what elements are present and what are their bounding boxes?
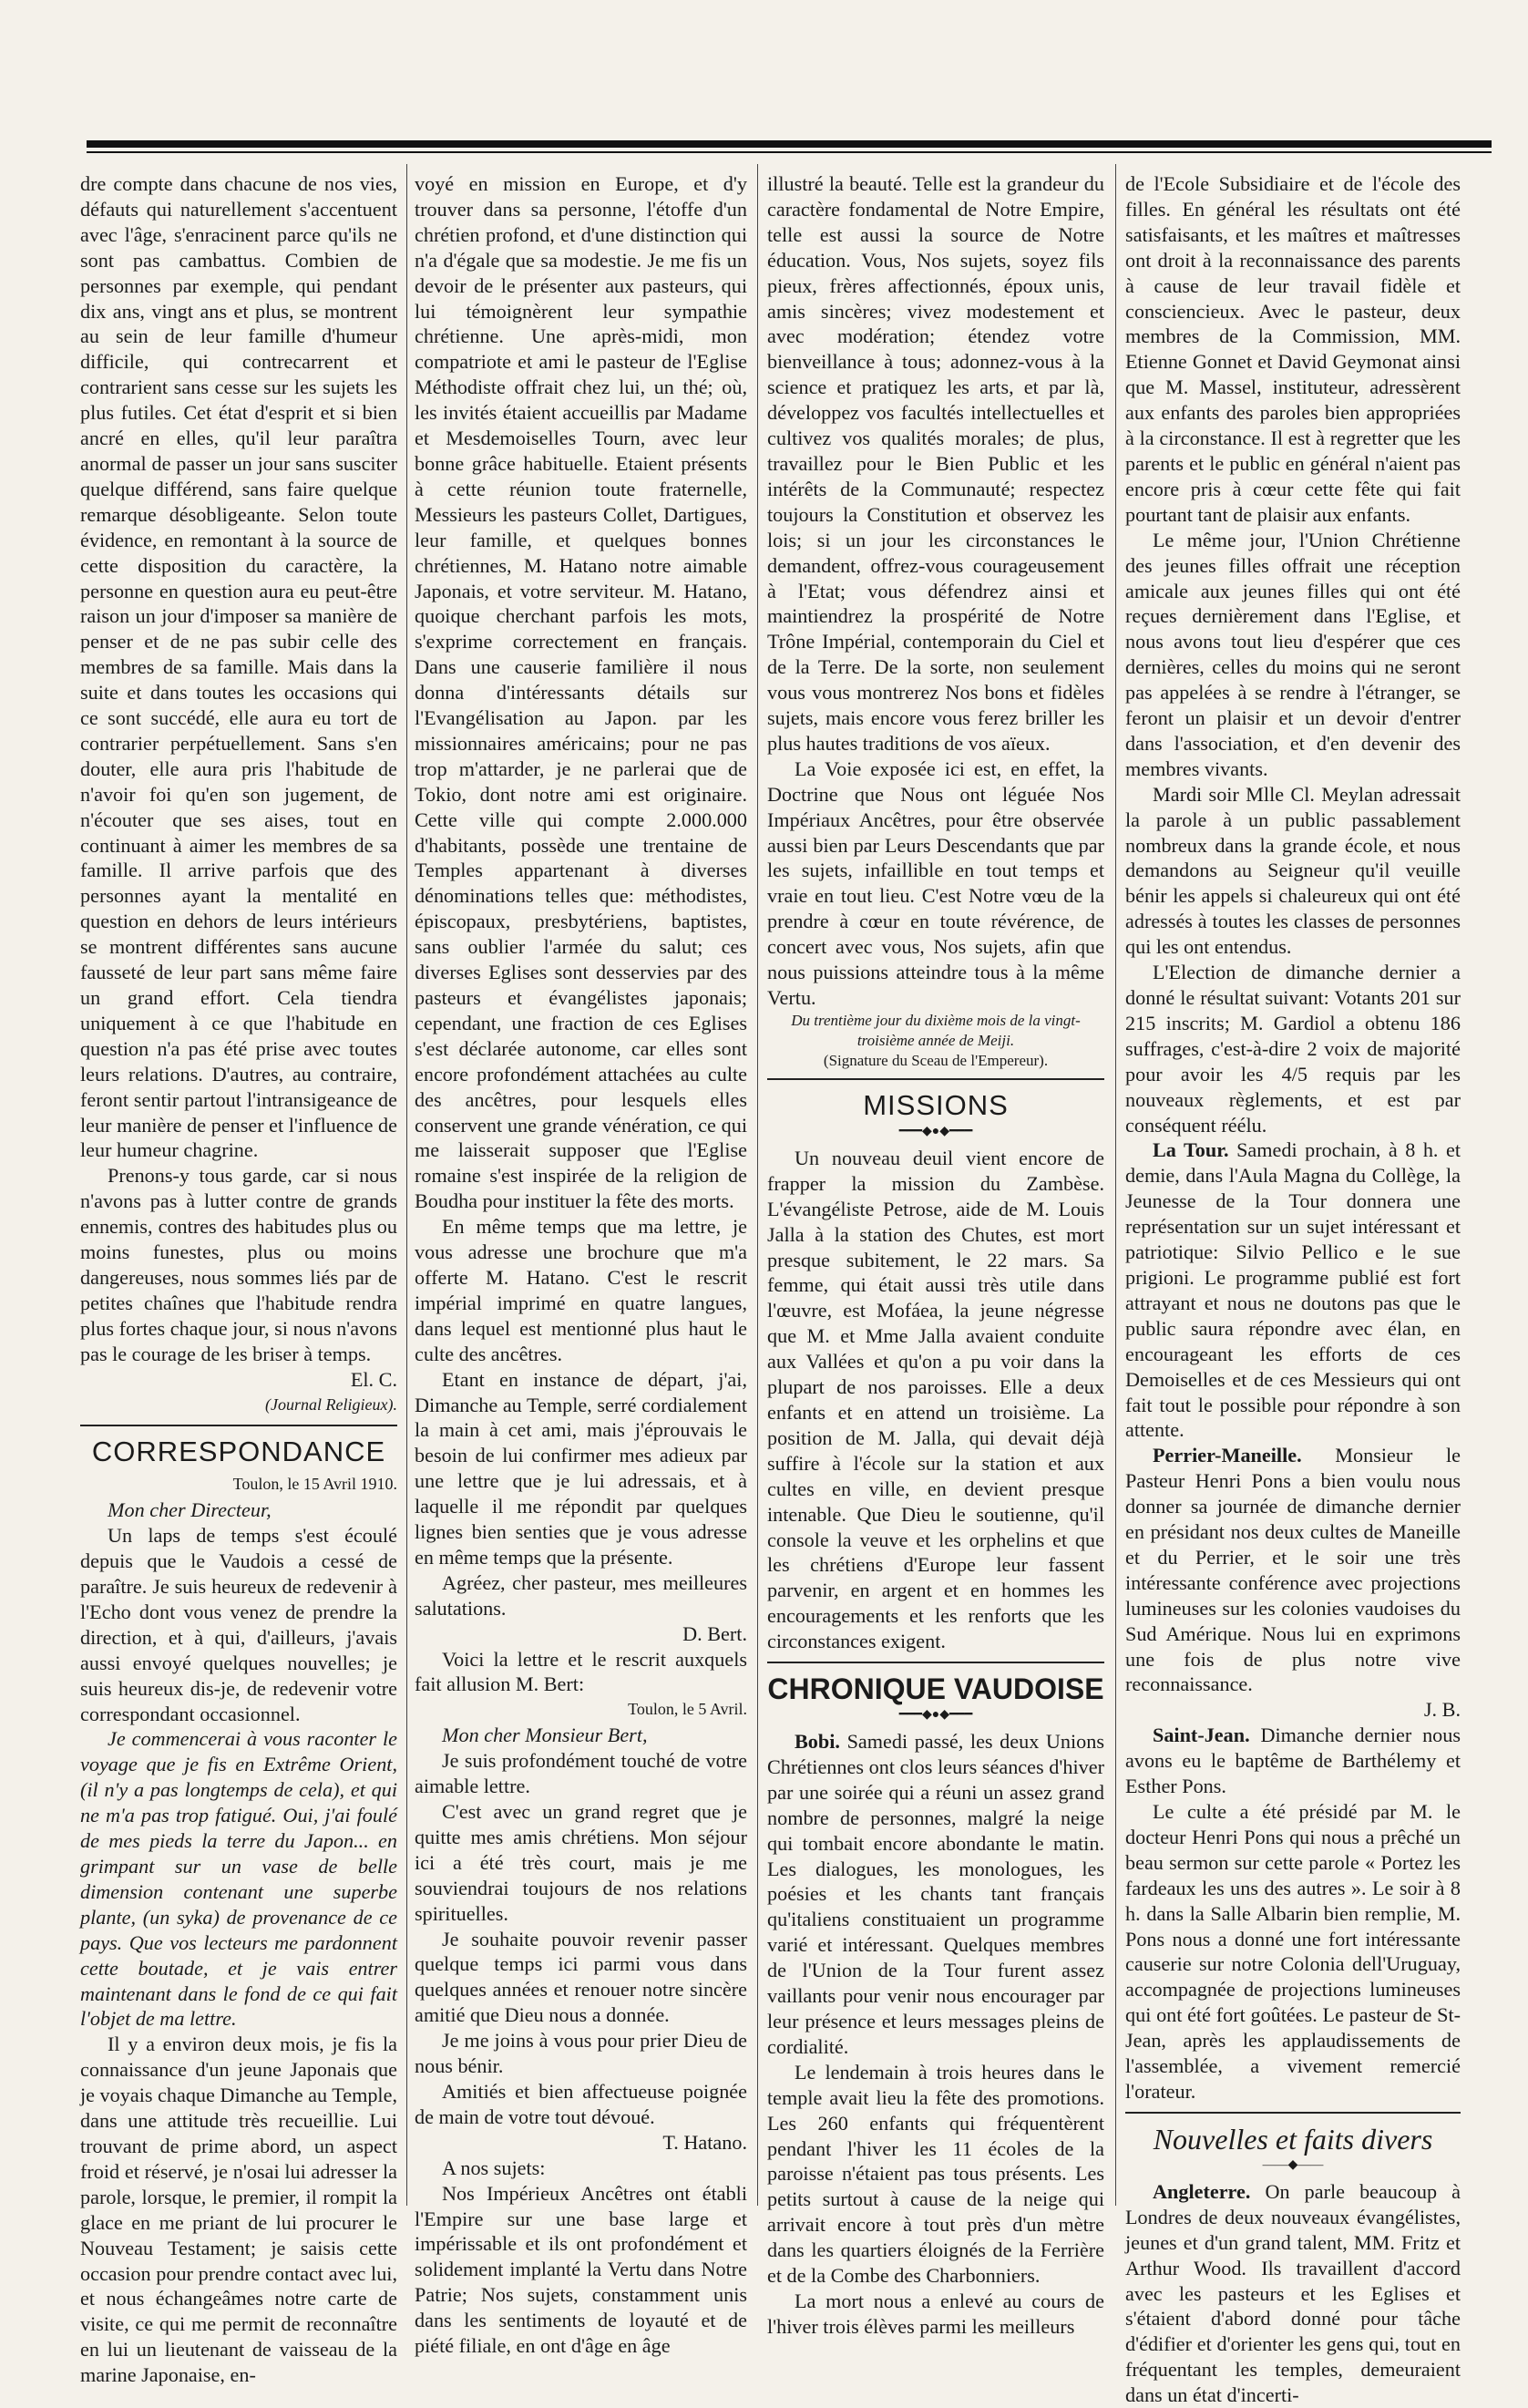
column-divider — [757, 164, 758, 2206]
rescript-continuation: illustré la beauté. Telle est la grandeur du caractère fondamental de Notre Empire, telle est aussi la source de Notre éducation. Vous, Nos sujets, soyez fils pieux, frères affectionnés, époux unis, amis sincères; vivez modestement et avec modération; étendez votre bienveillance à tous; adonnez-vous à la science et pratiquez les arts, et par là, développez vos facultés intellectuelles et cultivez vos qualités morales; de plus, travaillez pour le Bien Public et les intérêts de la Communauté; respectez toujours la Constitution et observez les lois; si un jour les circonstances le demandent, offrez-vous courageusement à l'Etat; vous défendrez ainsi et maintiendrez la prospérité de Notre Trône Impérial, contemporain du Ciel et de la Terre. De la sorte, non seulement vous vous montrerez Nos bons et fidèles sujets, mais encore vous ferez briller les plus hautes traditions de vos aïeux. — [767, 172, 1104, 755]
paragraph-lead: La Tour. — [1153, 1138, 1229, 1162]
section-rule — [80, 1425, 397, 1426]
paragraph-lead: Angleterre. — [1153, 2179, 1251, 2203]
letter-paragraph: Etant en instance de départ, j'ai, Dimanche au Temple, serré cordialement la main à cet ami, mais j'éprouvais le besoin de lui confirmer mes adieux par une lettre que je lui adressais, et à laquelle il me répondit par quelques lignes bien senties que je vous adresse en même temps que la présente. — [415, 1367, 747, 1569]
letter-paragraph: C'est avec un grand regret que je quitte mes amis chrétiens. Mon séjour ici a été très court, mais je me souviendrai toujours de nos relations spirituelles. — [415, 1800, 747, 1925]
article-signature: El. C. — [350, 1367, 397, 1391]
column-divider — [406, 164, 407, 2206]
chronique-continuation: de l'Ecole Subsidiaire et de l'école des filles. En général les résultats ont été satisfaisants, et les maîtres et maîtresses ont droit à la reconnaissance des parents à cause de leur travail fidèle et consciencieux. Avec le pasteur, deux membres de la Commission, MM. Etienne Gonnet et David Geymonat ainsi que M. Massel, instituteur, adressèrent aux enfants des paroles bien appropriées à la circonstance. Il est à regretter que les parents et le public en général n'aient pas encore pris à cœur cette fête qui fait pourtant tant de plaisir aux enfants. — [1125, 172, 1461, 526]
chronique-paragraph: L'Election de dimanche dernier a donné le résultat suivant: Votants 201 sur 215 inscrits; M. Gardiol a obtenu 186 suffrages, c'est-à-dire 2 voix de majorité pour avoir les 4/5 requis par les nouveaux règlements, et est par conséquent réélu. — [1125, 961, 1461, 1137]
nouvelles-paragraph: On parle beaucoup à Londres de deux nouveaux évangélistes, jeunes et d'un grand talent, MM. Fritz et Arthur Wood. Ils travaillent d'accord avec les pasteurs et les Eglises et s'étaient d'abord donné pour tâche d'édifier et d'orienter les gens qui, tout en fréquentant les temples, demeuraient dans un état d'incerti- — [1125, 2179, 1461, 2407]
letter-signature: D. Bert. — [682, 1621, 747, 1645]
letter-paragraph: Je me joins à vous pour prier Dieu de nous bénir. — [415, 2029, 747, 2078]
section-rule — [1125, 2112, 1461, 2114]
paragraph-lead: Bobi. — [795, 1730, 840, 1754]
chronique-paragraph: Samedi prochain, à 8 h. et demie, dans l'Aula Magna du Collège, la Jeunesse de la Tour donnera une représentation sur un sujet intéressant et patriotique: Silvio Pellico e le sue prigioni. Le programme publié est fort attrayant et nous ne doutons pas que le public saura répondre avec élan, en encourageant les efforts de ces Demoiselles et de ces Messieurs qui ont fait tout le possible pour répondre à son attente. — [1125, 1138, 1461, 1442]
ornament-divider: ——◆—— — [1262, 2157, 1324, 2172]
section-title-chronique: CHRONIQUE VAUDOISE — [767, 1672, 1104, 1706]
column-1 — [80, 171, 397, 2387]
chronique-paragraph: Monsieur le Pasteur Henri Pons a bien voulu nous donner sa journée de dimanche dernier en présidant nos deux cultes de Maneille et du Perrier, et le soir une très intéressante conférence avec projections lumineuses sur les colonies vaudoises du Sud Amérique. Nous lui en exprimons une fois de plus notre vive reconnaissance. — [1125, 1444, 1461, 1696]
section-rule — [767, 1662, 1104, 1663]
rescript-heading: A nos sujets: — [442, 2156, 546, 2179]
letter-paragraph: Un laps de temps s'est écoulé depuis que le Vaudois a cessé de paraître. Je suis heureux de redevenir à l'Echo dont vous venez de prendre la direction, et à qui, d'ailleurs, j'avais aussi envoyé quelques nouvelles; je suis heureux dis-je, de redevenir votre correspondant occasionnel. — [80, 1524, 397, 1725]
letter-salutation: Mon cher Directeur, — [108, 1498, 272, 1522]
letter-paragraph: En même temps que ma lettre, je vous adresse une brochure que m'a offerte M. Hatano. C'est le rescrit impérial imprimé en quatre langues, dans lequel est mentionné plus haut le culte des ancêtres. — [415, 1215, 747, 1365]
column-3 — [767, 171, 1104, 2338]
rescript-paragraph: La Voie exposée ici est, en effet, la Doctrine que Nous ont léguée Nos Impériaux Ancêtres, pour être observée aussi bien par Leurs Descendants que par les sujets, infaillible en tout temps et vraie en tout lieu. C'est Notre vœu de la prendre à cœur en toute révérence, de concert avec vous, Nos sujets, afin que nous puissions atteindre tous à la même Vertu. — [767, 756, 1104, 1009]
letter-continuation: voyé en mission en Europe, et d'y trouver dans sa personne, l'étoffe d'un chrétien profond, et d'une distinction qui n'a d'égale que sa modestie. Je me fis un devoir de le présenter aux pasteurs, qui lui témoignèrent leur sympathie chrétienne. Une après-midi, mon compatriote et ami le pasteur de l'Eglise Méthodiste offrait chez lui, un thé; où, les invités étaient accueillis par Madame et Mesdemoiselles Tourn, avec leur bonne grâce habituelle. Etaient présents à cette réunion toute fraternelle, Messieurs les pasteurs Collet, Dartigues, leur famille, et quelques bonnes chrétiennes, M. Hatano notre aimable Japonais, et votre serviteur. M. Hatano, quoique cherchant parfois les mots, s'exprime correctement en français. Dans une causerie familière il nous donna d'intéressants détails sur l'Evangélisation au Japon. par les missionnaires américains; pour ne pas trop m'attarder, je ne parlerai que de Tokio, dont notre ami est originaire. Cette ville qui compte 2.000.000 d'habitants, possède une trentaine de Temples appartenant à diverses dénominations telles que: méthodistes, épiscopaux, presbytériens, baptistes, sans oublier l'armée du salut; ces diverses Eglises sont desservies par des pasteurs et évangélistes japonais; cependant, une fraction de ces Eglises s'est déclarée autonome, car elles sont encore profondément attachées au culte des ancêtres, pour lesquels elles conservent une grande vénération, ce qui me laisserait supposer que l'Eglise romaine s'est inspirée de la religion de Boudha pour instituer la fête des morts. — [415, 172, 747, 1213]
letter-dateline: Toulon, le 15 Avril 1910. — [232, 1475, 397, 1494]
letter-paragraph: Je commencerai à vous raconter le voyage que je fis en Extrême Orient, (il n'y a pas longtemps de cela), et qui ne m'a pas trop fatigué. Oui, j'ai foulé de mes pieds la terre du Japon... en grimpant sur un vase de belle dimension contenant une superbe plante, (un syka) de provenance de ce pays. Que vos lecteurs me pardonnent cette boutade, et je vais entrer maintenant dans le fond de ce qui fait l'objet de ma lettre. — [80, 1727, 397, 2031]
letter-paragraph: Je suis profondément touché de votre aimable lettre. — [415, 1749, 747, 1798]
article-continuation: dre compte dans chacune de nos vies, défauts qui naturellement s'accentuent avec l'âge, s'enracinent parce qu'ils ne sont pas cambattus. Combien de personnes par exemple, qui pendant dix ans, vingt ans et plus, se montrent au sein de leur famille d'humeur difficile, qui contrecarrent et contrarient sans cesse sur les sujets les plus futiles. Cet état d'esprit et si bien ancré en elles, qu'il leur paraîtra anormal de passer un jour sans susciter quelque différend, sans faire quelque remarque désobligeante. Selon toute évidence, en remontant à la source de cette disposition du caractère, la personne en question aura eu peut-être raison un jour d'imposer sa manière de penser et de ne pas subir celle des membres de sa famille. Mais dans la suite et dans toutes les occasions qui ce sont succédé, elle aura eu tort de contrarier perpétuellement. Sans s'en douter, elle aura pris l'habitude de n'avoir foi qu'en son jugement, de n'écouter que ses aises, tout en continuant à aimer les membres de sa famille. Il arrive parfois que des personnes ayant la mentalité en question en dehors de leurs intérieurs se montrent différentes sans aucune fausseté de leur part sans même faire un grand effort. Cela tiendra uniquement à ce que l'habitude en question n'a pas été prise avec toutes leurs relations. D'autres, au contraire, feront sentir partout l'intransigeance de leur manière de penser et l'influence de leur humeur chagrine. — [80, 172, 397, 1162]
letter-paragraph: Voici la lettre et le rescrit auxquels fait allusion M. Bert: — [415, 1647, 747, 1696]
letter-closing: Agréez, cher pasteur, mes meilleures salutations. — [415, 1570, 747, 1620]
paragraph-signature: J. B. — [1423, 1698, 1461, 1722]
chronique-paragraph: La mort nous a enlevé au cours de l'hiver trois élèves parmi les meilleurs — [767, 2289, 1104, 2338]
paragraph-lead: Perrier-Maneille. — [1153, 1444, 1302, 1467]
letter-dateline: Toulon, le 5 Avril. — [628, 1700, 747, 1719]
article-source: (Journal Religieux). — [265, 1394, 397, 1414]
article-paragraph: Prenons-y tous garde, car si nous n'avons pas à lutter contre de grands ennemis, contres des habitudes plus ou moins funestes, plus ou moins dangereuses, nous sommes liés par de petites chaînes que l'habitude rendra plus fortes chaque jour, si nous n'avons pas le courage de les briser à temps. — [80, 1164, 397, 1365]
header-rule-thin — [87, 151, 1492, 153]
letter-salutation: Mon cher Monsieur Bert, — [442, 1724, 648, 1747]
chronique-paragraph: Le même jour, l'Union Chrétienne des jeunes filles offrait une réception amicale aux jeunes filles qui ont été reçues dernièrement dans l'Eglise, et nous avons tout lieu d'espérer que ces dernières, celles du moins qui ne seront pas appelées à se rendre à l'étranger, se feront un plaisir et un devoir d'entrer dans l'association, et d'en devenir des membres vivants. — [1125, 528, 1461, 780]
ornament-divider: ━━━◆●◆━━━ — [898, 1124, 973, 1138]
letter-signature: T. Hatano. — [662, 2130, 747, 2154]
rescript-seal: (Signature du Sceau de l'Empereur). — [823, 1051, 1049, 1069]
letter-paragraph: Amitiés et bien affectueuse poignée de main de votre tout dévoué. — [415, 2079, 747, 2128]
rescript-date: Du trentième jour du dixième mois de la vingt-troisième année de Meiji. — [791, 1011, 1081, 1049]
chronique-paragraph: Le culte a été présidé par M. le docteur Henri Pons qui nous a prêché un beau sermon sur cette parole « Portez les fardeaux les uns des autres ». Le soir à 8 h. dans la Salle Albarin bien remplie, M. Pons nous a donné une fort intéressante causerie sur notre Colonia dell'Uruguay, accompagnée de projections lumineuses qui ont été fort goûtées. Le pasteur de St-Jean, après les applaudissements de l'assemblée, a vivement remercié l'orateur. — [1125, 1800, 1461, 2103]
column-2 — [415, 171, 747, 2358]
section-title-nouvelles: Nouvelles et faits divers — [1153, 2122, 1433, 2156]
header-rule — [87, 140, 1492, 148]
paragraph-lead: Saint-Jean. — [1153, 1724, 1250, 1747]
chronique-paragraph: Samedi passé, les deux Unions Chrétiennes ont clos leurs séances d'hiver par une soirée qui a réuni un assez grand nombre de personnes, malgré la neige qui tombait encore abondante le matin. Les dialogues, les monologues, les poésies et les chants tant français qu'italiens constituaient un programme varié et intéressant. Quelques membres de l'Union de la Tour furent assez vaillants pour venir nous encourager par leur présence et leurs messages pleins de cordialité. — [767, 1730, 1104, 2058]
section-rule — [767, 1078, 1104, 1080]
letter-paragraph: Il y a environ deux mois, je fis la connaissance d'un jeune Japonais que je voyais chaque Dimanche au Temple, dans une attitude très recueillie. Lui trouvant de prime abord, un aspect froid et réservé, je n'osai lui adresser la parole, lorsque, le premier, il rompit la glace en me priant de lui procurer le Nouveau Testament; je saisis cette occasion pour prendre contact avec lui, et nous échangeâmes notre carte de visite, ce qui me permit de reconnaître en lui un lieutenant de vaisseau de la marine Japonaise, en- — [80, 2032, 397, 2387]
column-divider — [1115, 164, 1116, 2206]
chronique-paragraph: Dimanche dernier nous avons eu le baptême de Barthélemy et Esther Pons. — [1125, 1724, 1461, 1798]
chronique-paragraph: Mardi soir Mlle Cl. Meylan adressait la parole à un public passablement nombreux dans la grande école, et nous demandons au Seigneur qu'il veuille bénir les appels si chaleureux qui ont été adressés à toutes les classes de personnes qui les ont entendus. — [1125, 782, 1461, 959]
section-title-correspondance: CORRESPONDANCE — [91, 1436, 386, 1468]
missions-paragraph: Un nouveau deuil vient encore de frapper la mission du Zambèse. L'évangéliste Petrose, aide de M. Louis Jalla à la station des Chutes, est mort presque subitement, le 22 mars. Sa femme, qui était aussi très utile dans l'œuvre, est Mofáea, la jeune négresse que M. et Mme Jalla avaient conduite aux Vallées et qu'on a pu voir dans la plupart de nos paroisses. Elle a deux enfants et en attend un troisième. La position de M. Jalla, qui devait déjà suffire à l'école sur la station et aux cultes en ville, en devient presque intenable. Que Dieu le soutienne, qu'il console la veuve et les orphelins et que les chrétiens d'Europe leur fassent parvenir, en argent et en hommes les encouragements et les renforts que les circonstances exigent. — [767, 1146, 1104, 1653]
chronique-paragraph: Le lendemain à trois heures dans le temple avait lieu la fête des promotions. Les 260 enfants qui fréquentèrent pendant l'hiver les 11 écoles de la paroisse n'étaient pas tous présents. Les petits surtout à cause de la neige qui arrivait encore à tout près d'un mètre dans les quartiers éloignés de la Ferrière et de la Combe des Charbonniers. — [767, 2060, 1104, 2288]
rescript-paragraph: Nos Impérieux Ancêtres ont établi l'Empire sur une base large et impérissable et ils ont profondément et solidement implanté la Vertu dans Notre Patrie; Nos sujets, constamment unis dans les sentiments de loyauté et de piété filiale, en ont d'âge en âge — [415, 2181, 747, 2358]
ornament-divider: ━━━◆●◆━━━ — [898, 1708, 973, 1723]
column-4 — [1125, 171, 1461, 2407]
section-title-missions: MISSIONS — [863, 1088, 1009, 1121]
letter-paragraph: Je souhaite pouvoir revenir passer quelque temps ici parmi vous dans quelques années et renouer notre sincère amitié que Dieu nous a donnée. — [415, 1927, 747, 2027]
